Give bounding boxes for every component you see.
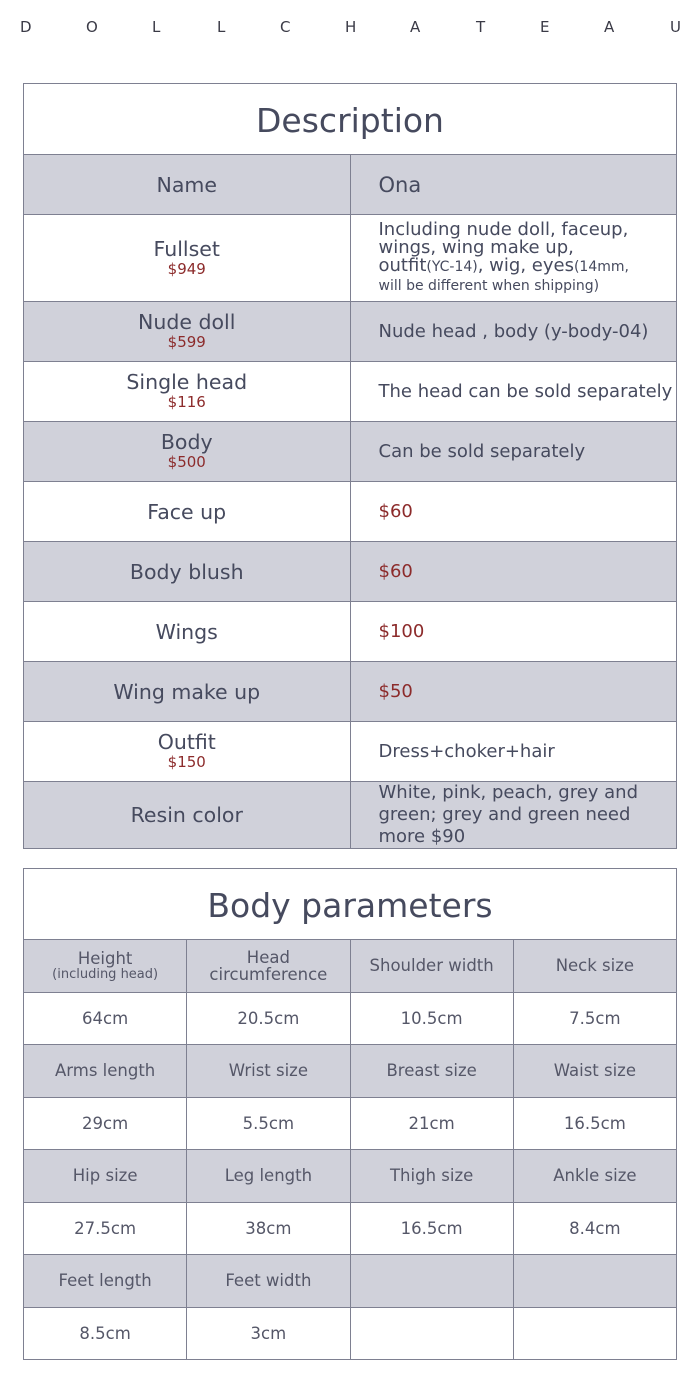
hip-size-value: 27.5cm [24, 1202, 187, 1255]
brand-letter: H [345, 18, 357, 36]
arms-length-value: 29cm [24, 1097, 187, 1150]
table-row [24, 782, 677, 849]
feet-length-value: 8.5cm [24, 1307, 187, 1360]
feet-length-label: Feet length [24, 1255, 187, 1308]
brand-letter: A [410, 18, 421, 36]
brand-letter: L [152, 18, 161, 36]
ankle-size-label: Ankle size [513, 1150, 676, 1203]
neck-size-value: 7.5cm [513, 992, 676, 1045]
brand-letter: T [476, 18, 486, 36]
body-value: Can be sold separately [350, 422, 677, 482]
body-label: Body [160, 430, 213, 454]
brand-letter: U [670, 18, 681, 36]
thigh-size-label: Thigh size [350, 1150, 513, 1203]
fullset-value-note: (14mm, will be different when shipping) [378, 259, 629, 294]
table-row [24, 1045, 677, 1098]
single-head-cell [24, 362, 351, 422]
single-head-label: Single head [126, 370, 248, 394]
nude-doll-price: $599 [167, 333, 206, 351]
table-row [24, 722, 677, 782]
height-value: 64cm [24, 992, 187, 1045]
fullset-value-main: Including nude doll, faceup, wings, wing make up, outfit [378, 219, 629, 276]
body-blush-label: Body blush [24, 542, 351, 602]
breast-size-label: Breast size [350, 1045, 513, 1098]
table-row [24, 1202, 677, 1255]
table-row [24, 1307, 677, 1360]
brand-letter: O [86, 18, 98, 36]
head-circumference-value: 20.5cm [187, 992, 350, 1045]
brand-wordmark [0, 18, 700, 46]
shoulder-width-label: Shoulder width [350, 940, 513, 993]
wing-make-up-price: $50 [378, 680, 413, 702]
feet-width-label: Feet width [187, 1255, 350, 1308]
thigh-size-value: 16.5cm [350, 1202, 513, 1255]
ankle-size-value: 8.4cm [513, 1202, 676, 1255]
table-row [24, 215, 677, 302]
empty-cell [513, 1255, 676, 1308]
feet-width-value: 3cm [187, 1307, 350, 1360]
table-row [24, 302, 677, 362]
neck-size-label: Neck size [513, 940, 676, 993]
breast-size-value: 21cm [350, 1097, 513, 1150]
resin-color-label: Resin color [24, 782, 351, 849]
name-label: Name [24, 155, 351, 215]
table-row [24, 602, 677, 662]
table-row [24, 542, 677, 602]
table-row [24, 940, 677, 993]
table-row [24, 1150, 677, 1203]
height-sublabel: (including head) [52, 966, 159, 982]
body-parameters-table [23, 868, 677, 1360]
height-header [24, 940, 187, 993]
single-head-price: $116 [167, 393, 206, 411]
fullset-value-mid: , wig, eyes [477, 255, 574, 276]
table-row [24, 1255, 677, 1308]
arms-length-label: Arms length [24, 1045, 187, 1098]
empty-cell [513, 1307, 676, 1360]
wrist-size-label: Wrist size [187, 1045, 350, 1098]
table-row [24, 482, 677, 542]
brand-letter: E [540, 18, 550, 36]
outfit-value: Dress+choker+hair [350, 722, 677, 782]
name-value: Ona [350, 155, 677, 215]
wings-label: Wings [24, 602, 351, 662]
table-row [24, 1097, 677, 1150]
nude-doll-value: Nude head , body (y-body-04) [350, 302, 677, 362]
nude-doll-cell [24, 302, 351, 362]
nude-doll-label: Nude doll [138, 310, 236, 334]
head-circumference-label: Head circumference [187, 940, 350, 993]
face-up-price: $60 [378, 500, 413, 522]
wing-make-up-cell [350, 662, 677, 722]
outfit-label: Outfit [157, 730, 216, 754]
table-row [24, 992, 677, 1045]
brand-letter: A [604, 18, 615, 36]
waist-size-label: Waist size [513, 1045, 676, 1098]
leg-length-value: 38cm [187, 1202, 350, 1255]
hip-size-label: Hip size [24, 1150, 187, 1203]
empty-cell [350, 1255, 513, 1308]
wings-price: $100 [378, 620, 425, 642]
body-parameters-title: Body parameters [24, 869, 677, 940]
waist-size-value: 16.5cm [513, 1097, 676, 1150]
table-row [24, 662, 677, 722]
body-blush-cell [350, 542, 677, 602]
brand-letter: C [280, 18, 291, 36]
body-price: $500 [167, 453, 206, 471]
face-up-label: Face up [24, 482, 351, 542]
brand-letter: D [20, 18, 32, 36]
wrist-size-value: 5.5cm [187, 1097, 350, 1150]
empty-cell [350, 1307, 513, 1360]
leg-length-label: Leg length [187, 1150, 350, 1203]
brand-letter: L [217, 18, 226, 36]
fullset-price: $949 [167, 259, 206, 278]
shoulder-width-value: 10.5cm [350, 992, 513, 1045]
single-head-value: The head can be sold separately [350, 362, 677, 422]
table-row [24, 362, 677, 422]
fullset-label: Fullset [153, 236, 220, 261]
fullset-value [350, 215, 677, 302]
body-cell [24, 422, 351, 482]
wing-make-up-label: Wing make up [24, 662, 351, 722]
fullset-value-code: (YC-14) [426, 259, 478, 275]
height-label: Height [77, 948, 133, 968]
outfit-cell [24, 722, 351, 782]
fullset-cell [24, 215, 351, 302]
wings-cell [350, 602, 677, 662]
face-up-cell [350, 482, 677, 542]
description-table [23, 83, 677, 849]
table-row [24, 155, 677, 215]
body-blush-price: $60 [378, 560, 413, 582]
outfit-price: $150 [167, 753, 206, 771]
table-row [24, 422, 677, 482]
description-title: Description [24, 84, 677, 155]
resin-color-value: White, pink, peach, grey and green; grey and green need more $90 [350, 782, 677, 849]
